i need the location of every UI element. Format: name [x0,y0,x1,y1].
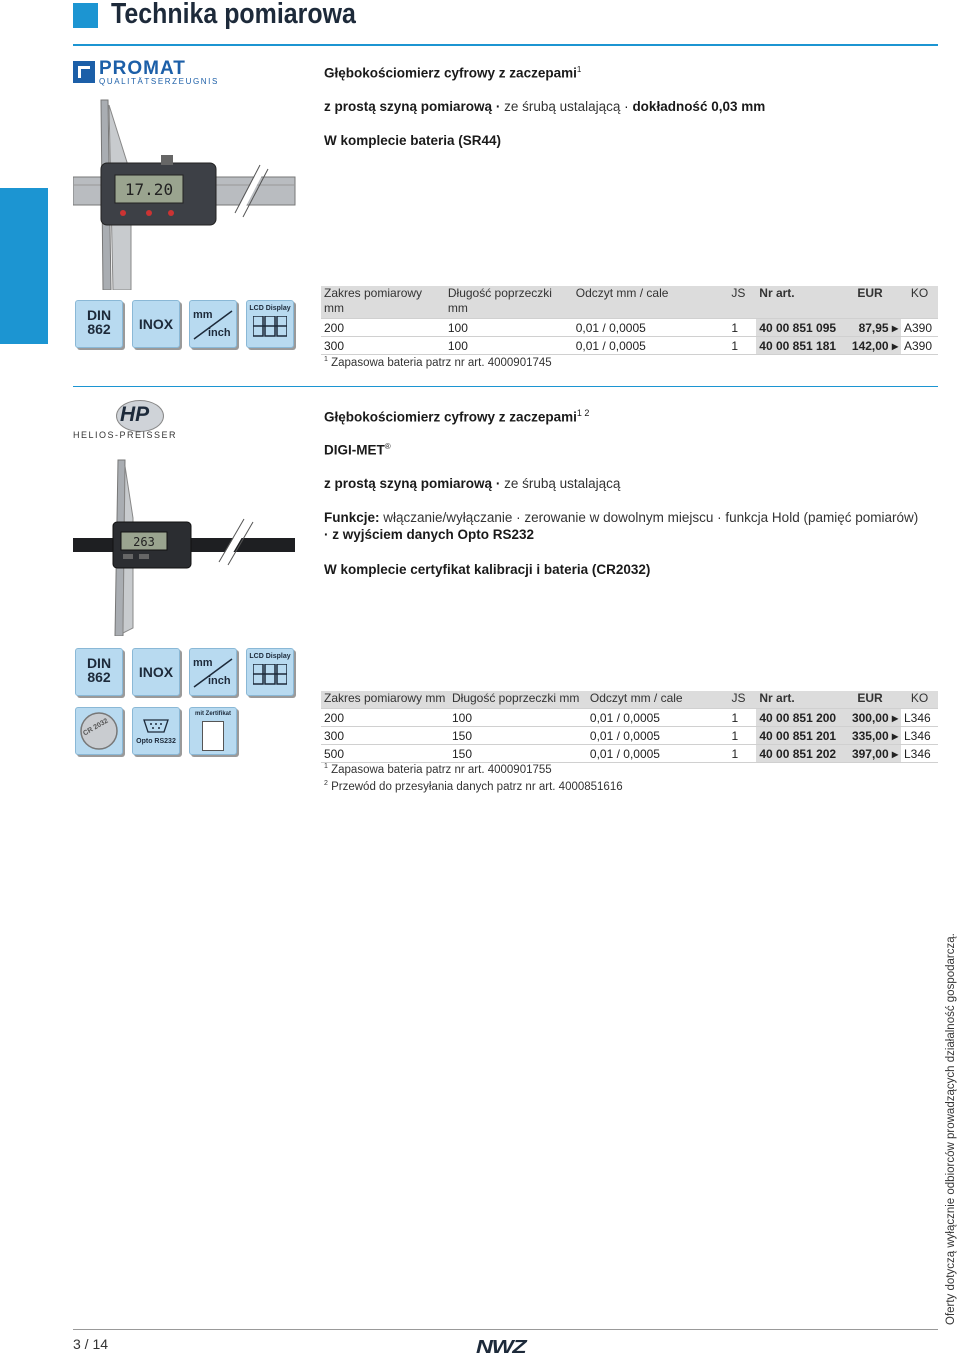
cell-ko: A390 [901,337,938,355]
product2-title [324,408,589,425]
product1-title-text: Głębokościomierz cyfrowy z zaczepami [324,65,577,81]
mm-inch-badge [189,648,237,696]
product1-sep: · [624,99,629,114]
page-number: 3 / 14 [73,1336,109,1352]
table-row [321,319,938,337]
cell-art[interactable]: 40 00 851 095 [756,319,839,337]
product1-features [324,99,765,114]
promat-logo-tagline: QUALITÄTSERZEUGNIS [99,77,219,86]
cell-eur: 335,00 ▸ [839,727,901,745]
product1-display-reading: 17.20 [124,180,174,199]
product2-screw-text: ze śrubą ustalającą [504,476,621,491]
battery-label: CR 2032 [82,717,110,738]
cell-range: 500 [321,745,449,763]
cell-reading: 0,01 / 0,0005 [587,745,729,763]
cell-js: 1 [728,745,756,763]
table-header-row [321,286,938,319]
side-disclaimer: Oferty dotyczą wyłącznie odbiorców prowadzących działalność gospodarczą. [945,933,957,1325]
footnote-marker: 1 [324,763,328,770]
din-number: 862 [87,321,111,337]
footnote-text: Przewód do przesyłania danych patrz nr art. 4000851616 [331,780,623,793]
slash-icon [190,649,236,695]
col-header-length: Długość poprzeczki mm [445,286,573,319]
inox-badge [132,300,180,348]
col-header-eur: EUR [839,286,901,319]
footer-divider [73,1329,938,1330]
col-header-art: Nr art. [756,691,839,709]
product1-title-sup: 1 [576,65,582,74]
lcd-digits-icon [253,664,287,686]
col-header-js: JS [728,286,756,319]
cell-art[interactable]: 40 00 851 201 [756,727,839,745]
header-divider [73,44,938,46]
lcd-label: LCD Display [249,305,291,312]
lcd-display-badge [246,300,294,348]
functions-label: Funkcje: [324,510,380,525]
cell-length: 100 [449,709,587,727]
cell-range: 300 [321,727,449,745]
product2-output: · z wyjściem danych Opto RS232 [324,527,535,542]
cell-ko: L346 [901,745,938,763]
slash-icon [190,301,236,347]
cell-js: 1 [728,337,756,355]
col-header-ko: KO [901,691,938,709]
cell-length: 150 [449,727,587,745]
product1-image [73,95,298,290]
cell-art[interactable]: 40 00 851 181 [756,337,839,355]
cell-eur: 397,00 ▸ [839,745,901,763]
product2-title-sup: 1 2 [576,408,590,418]
promat-logo-mark [73,61,95,83]
opto-rs232-badge [132,707,180,755]
table-row [321,745,938,763]
footer-logo: NWZ [476,1337,526,1357]
registered-mark: ® [384,442,391,451]
col-header-range: Zakres pomiarowy mm [321,691,449,709]
product2-functions [324,510,918,525]
section-divider [73,386,938,387]
cell-eur: 87,95 ▸ [839,319,901,337]
product1-rail-text: z prostą szyną pomiarową [324,99,493,114]
cell-range: 200 [321,709,449,727]
mm-label: mm [193,657,213,669]
footnote-marker: 1 [324,356,328,363]
cell-art[interactable]: 40 00 851 202 [756,745,839,763]
product1-table [321,286,938,355]
cell-js: 1 [728,727,756,745]
product2-rail-text: z prostą szyną pomiarową [324,476,493,491]
product1-accuracy-text: dokładność 0,03 mm [632,99,766,114]
table-row [321,709,938,727]
cr2032-battery-badge [75,707,123,755]
hp-logo-tagline: HELIOS-PREISSER [73,430,178,440]
promat-logo-name: PROMAT [99,58,186,79]
cell-art[interactable]: 40 00 851 200 [756,709,839,727]
product1-footnote [324,356,552,369]
cell-reading: 0,01 / 0,0005 [573,319,729,337]
col-header-length: Długość poprzeczki mm [449,691,587,709]
product2-footnote-2 [324,780,623,793]
mm-label: mm [193,309,213,321]
product2-table [321,691,938,763]
cell-ko: A390 [901,319,938,337]
promat-logo [73,58,221,87]
cell-ko: L346 [901,727,938,745]
certificate-badge [189,707,237,755]
cell-range: 300 [321,337,445,355]
din-label: DIN [86,655,112,671]
cell-eur: 300,00 ▸ [839,709,901,727]
hp-logo-name: HP [120,403,150,426]
product1-title [324,65,581,81]
inox-label: INOX [138,316,174,332]
din-862-badge [75,300,123,348]
col-header-range: Zakres pomiarowy mm [321,286,445,319]
lcd-label: LCD Display [249,653,291,660]
lcd-digits-icon [253,316,287,338]
side-tab [0,188,48,344]
cell-length: 100 [445,337,573,355]
col-header-js: JS [728,691,756,709]
product2-kit: W komplecie certyfikat kalibracji i bateria (CR2032) [324,562,651,577]
col-header-reading: Odczyt mm / cale [587,691,729,709]
product2-image [73,458,298,636]
product2-sep: · [495,476,501,491]
cell-js: 1 [728,709,756,727]
cell-range: 200 [321,319,445,337]
cell-js: 1 [728,319,756,337]
page-title: Technika pomiarowa [111,0,356,30]
cell-reading: 0,01 / 0,0005 [573,337,729,355]
footnote-text: Zapasowa bateria patrz nr art. 4000901755 [331,763,552,776]
functions-text: włączanie/wyłączanie · zerowanie w dowolnym miejscu · funkcja Hold (pamięć pomiarów) [383,510,919,525]
product2-model [324,442,391,458]
inox-badge [132,648,180,696]
cell-length: 100 [445,319,573,337]
din-number: 862 [87,669,111,685]
cell-ko: L346 [901,709,938,727]
col-header-reading: Odczyt mm / cale [573,286,729,319]
product1-sep: · [495,99,501,114]
hp-logo [73,400,205,442]
table-row [321,727,938,745]
cell-eur: 142,00 ▸ [839,337,901,355]
table-header-row [321,691,938,709]
serial-port-icon [143,719,169,733]
certificate-icon [202,721,224,751]
inch-label: inch [208,675,231,687]
footnote-text: Zapasowa bateria patrz nr art. 4000901745 [331,356,552,369]
col-header-ko: KO [901,286,938,319]
product1-kit: W komplecie bateria (SR44) [324,133,502,148]
col-header-art: Nr art. [756,286,839,319]
product2-footnote-1 [324,763,552,776]
cell-reading: 0,01 / 0,0005 [587,709,729,727]
mm-inch-badge [189,300,237,348]
din-label: DIN [86,307,112,323]
product2-model-name: DIGI-MET [324,442,385,458]
product1-screw-text: ze śrubą ustalającą [504,99,621,114]
inch-label: inch [208,327,231,339]
opto-label: Opto RS232 [136,738,176,745]
cell-reading: 0,01 / 0,0005 [587,727,729,745]
col-header-eur: EUR [839,691,901,709]
lcd-display-badge [246,648,294,696]
product2-features [324,476,620,491]
certificate-label: mit Zertifikat [194,711,231,717]
product2-title-text: Głębokościomierz cyfrowy z zaczepami [324,409,577,425]
inox-label: INOX [138,664,174,680]
cell-length: 150 [449,745,587,763]
product2-display-reading: 263 [133,535,155,549]
header-accent-square [73,3,98,28]
footnote-marker: 2 [324,780,328,787]
table-row [321,337,938,355]
din-862-badge [75,648,123,696]
